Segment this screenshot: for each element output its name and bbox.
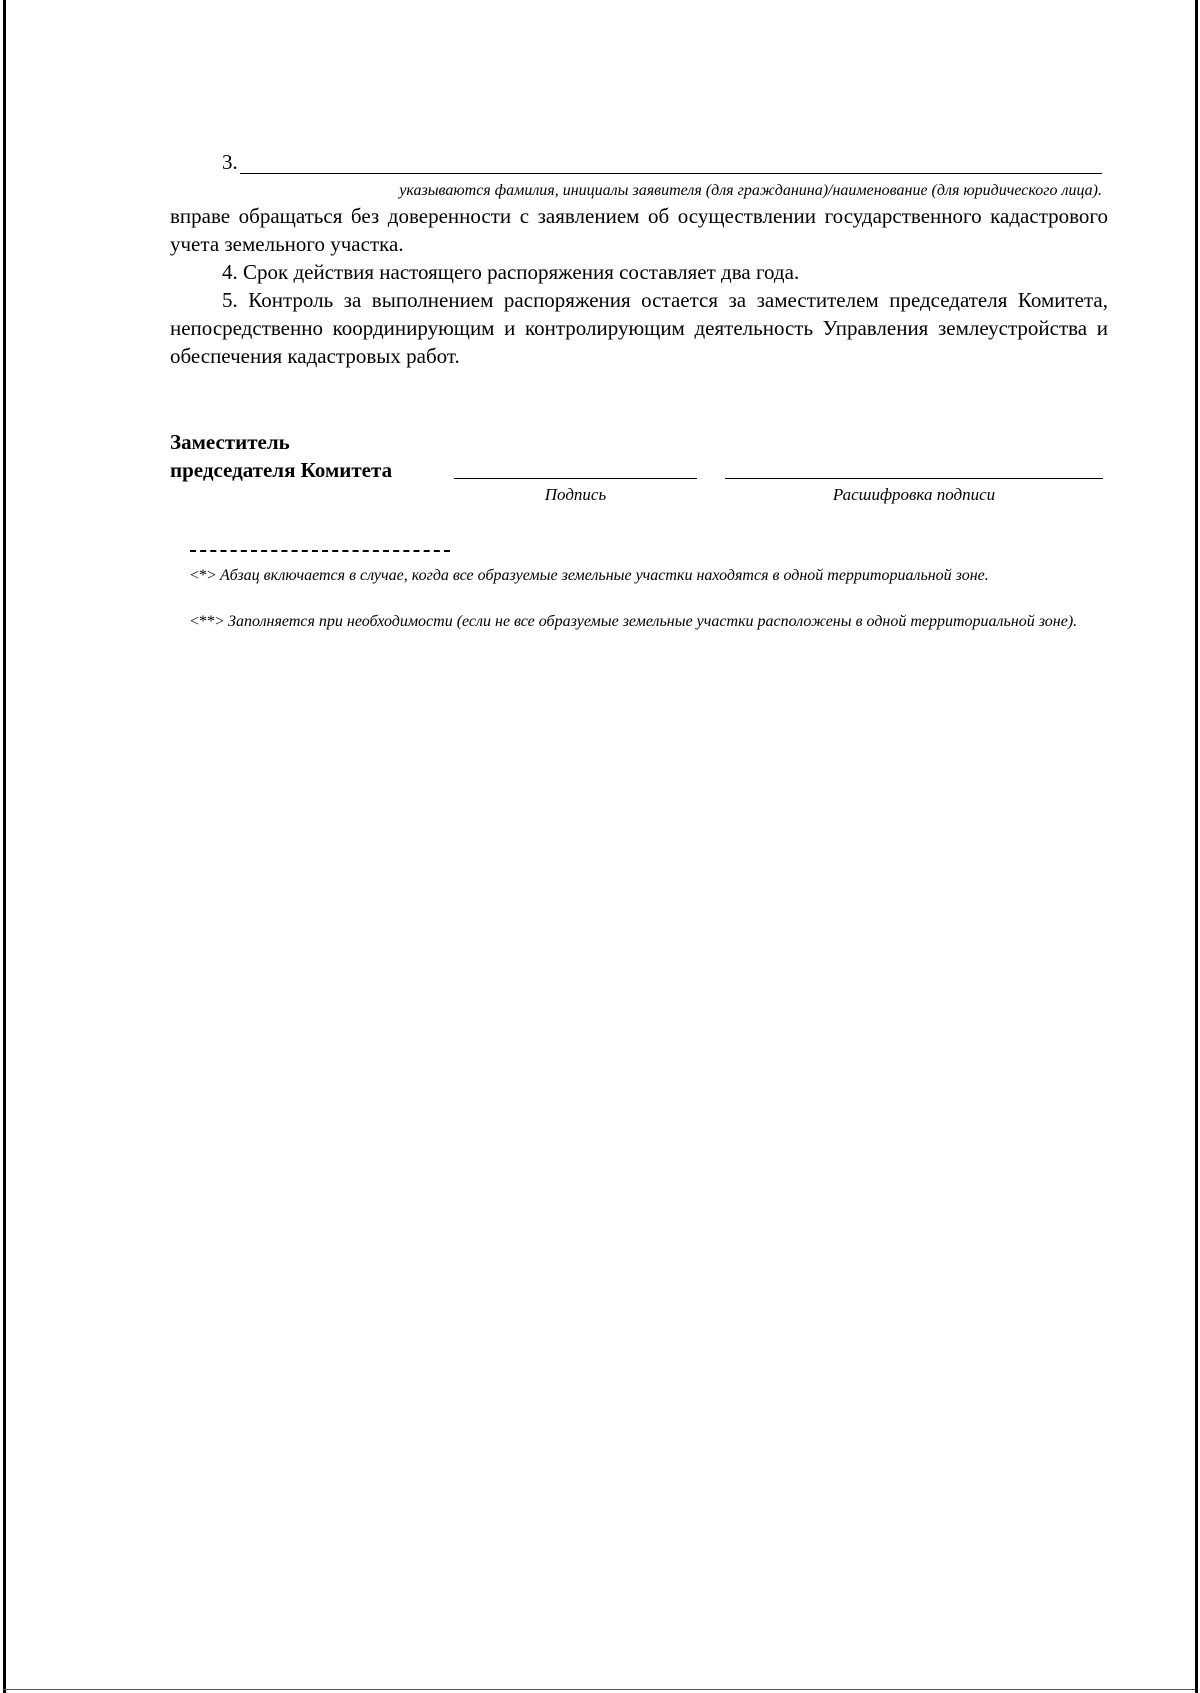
footnote-1-mark: <*> <box>190 567 217 584</box>
footnote-2-text: Заполняется при необходимости (если не все образуемые земельные участки расположены в одной территориальной зоне). <box>228 613 1078 630</box>
footnote-separator <box>190 550 450 552</box>
signer-title-line-1: Заместитель <box>170 430 290 454</box>
document-page <box>170 0 1108 1693</box>
paragraph-item-5: 5. Контроль за выполнением распоряжения остается за заместителем председателя Комитета, непосредственно координирующим и контролирующим деятельность Управления землеустройства и обеспечения кадастровых работ. <box>170 288 1108 368</box>
scan-right-border <box>1195 0 1198 1693</box>
footnote-1-text: Абзац включается в случае, когда все образуемые земельные участки находятся в одной территориальной зоне. <box>220 567 989 584</box>
item-3-number: 3. <box>222 150 238 174</box>
footnote-1 <box>170 564 1108 587</box>
applicant-name-blank[interactable] <box>240 153 1102 174</box>
footnote-2-mark: <**> <box>190 613 225 630</box>
item-3-line <box>222 150 1102 174</box>
scan-left-border <box>3 0 6 1693</box>
signature-decoding-caption: Расшифровка подписи <box>832 485 996 504</box>
paragraph-vprave: вправе обращаться без доверенности с заявлением об осуществлении государственного кадастрового учета земельного участка. <box>170 204 1108 256</box>
paragraph-item-4: 4. Срок действия настоящего распоряжения составляет два года. <box>222 260 800 284</box>
signer-title-line-2: председателя Комитета <box>170 458 393 482</box>
signature-decoding-blank[interactable] <box>725 478 1103 479</box>
signature-caption: Подпись <box>544 485 607 504</box>
signer-title <box>170 428 392 484</box>
footnote-2 <box>170 610 1108 633</box>
signature-blank[interactable] <box>454 478 697 479</box>
applicant-hint: указываются фамилия, инициалы заявителя (для гражданина)/наименование (для юридического лица). <box>399 182 1102 199</box>
